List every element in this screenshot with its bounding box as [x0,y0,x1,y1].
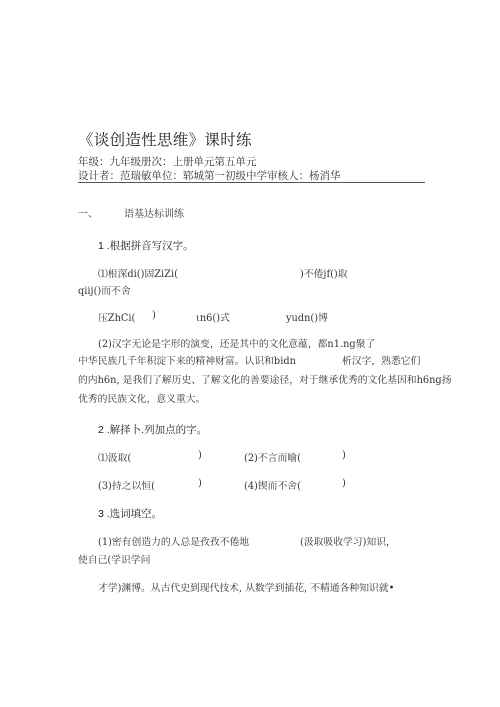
q1-line-b-4: yudn()博 [286,313,328,324]
q2-item-3-close: ) [198,478,202,489]
question-3 [98,506,162,521]
q2-item-3: (3)持之以恒( [98,481,155,492]
q2-item-2: (2)不言而喻( [244,453,301,464]
designer-info: 设计者：范瑞敏单位：郓城第一初级中学审核人：杨消华 [78,170,341,182]
q1-line-b-3: ιn6()式 [196,313,230,324]
question-1 [98,238,194,253]
q1-para-line-2b: 析汉字，熟悉它们 [342,356,421,367]
grade-info: 年级：九年级册次：上册单元第五单元 [78,156,257,168]
question-1-text: 1 .根据拼音写汉字。 [98,240,194,252]
section-title: 语基达标训练 [124,209,184,220]
q1-para-line-1: (2)汉字无论是字形的演变，还是其中的文化意蕴，都n1.ng聚了 [98,339,376,350]
q1-para-line-4: 优秀的民族文化，意义重大。 [78,394,206,405]
q3-line-3: 才学)渊博。从古代史到现代技术, 从数学到插花, 不精通各种知识就• [98,583,395,594]
document-title: 《谈创造性思维》课时练 [78,131,252,149]
header-divider [78,182,425,183]
question-2 [98,422,207,437]
q2-item-1-close: ) [198,450,202,461]
q1-line-a-right: )不倦jf()取 [300,269,348,280]
q3-line-1: (1)密有创造力的人总是孜孜不倦地 [98,537,250,548]
q2-item-1: ⑴汲取( [98,453,132,464]
q2-item-4-close: ) [342,478,346,489]
q1-para-line-3: 的内h6n, 是我们了解历史、了解文化的善要途径，对于继承优秀的文化基因和h6ng扬 [78,375,452,386]
q1-line-b-1: 压ZhCi( [98,313,136,324]
q1-line-a-cont: qiij()而不舍 [78,286,131,297]
q3-line-2: 使自己(学识学问 [78,555,151,566]
q1-line-a-left: ⑴根深di()固ZiZi( [98,269,178,280]
question-2-text: 2 .解择卜.列加点的字。 [98,424,208,436]
q1-line-b-2: ) [152,310,156,321]
question-3-text: 3 .选词填空。 [98,508,163,520]
q3-line-1b: (汲取吸收学习)知识， [300,537,396,548]
q1-para-line-2: 中华民族几千年积淀下来的精神财富。认识和bidn [78,356,296,367]
q2-item-4: (4)锲而不舍( [244,481,301,492]
q2-item-2-close: ) [342,450,346,461]
section-number: 一、 [78,209,98,220]
